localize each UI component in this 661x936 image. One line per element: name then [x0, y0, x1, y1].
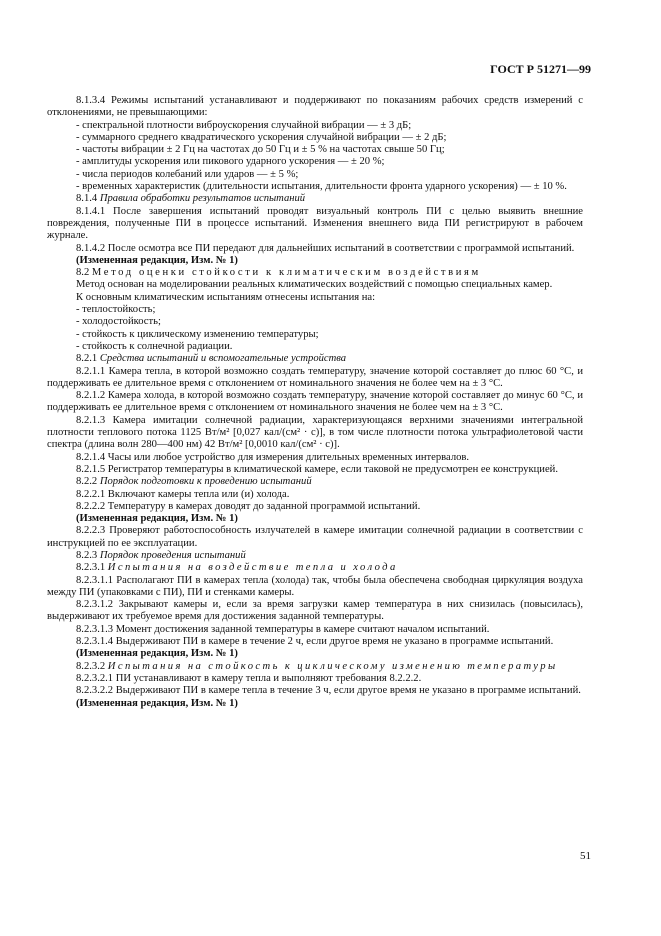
- list-item: - временных характеристик (длительности испытания, длительности фронта ударного ускорения) — ± 10 %.: [76, 181, 567, 193]
- list-item: - холодостойкость;: [76, 316, 161, 328]
- paragraph: Метод основан на моделировании реальных климатических воздействий с помощью специальных камер.: [76, 279, 553, 291]
- paragraph: 8.1.4.1 После завершения испытаний проводят визуальный контроль ПИ с целью выявить внешние повреждения, полученные ПИ в процессе испытаний. Изменения внешнего вида ПИ регистрируют в рабочем журнале.: [47, 205, 583, 242]
- list-item: - частоты вибрации ± 2 Гц на частотах до 50 Гц и ± 5 % на частотах свыше 50 Гц;: [76, 144, 445, 156]
- list-item: - стойкость к солнечной радиации.: [76, 340, 233, 352]
- section-number: 8.2.1: [76, 353, 98, 365]
- paragraph: 8.2.3.1.3 Момент достижения заданной температуры в камере считают началом испытаний.: [76, 623, 490, 635]
- paragraph: 8.2.2.3 Проверяют работоспособность излучателей в камере имитации солнечной радиации в соответствии с инструкцией по ее эксплуатации.: [47, 525, 583, 549]
- paragraph: 8.2.1.5 Регистратор температуры в климатической камере, если таковой не предусмотрен ее конструкцией.: [76, 463, 558, 475]
- list-item: - спектральной плотности виброускорения случайной вибрации — ± 3 дБ;: [76, 119, 412, 131]
- list-item: - теплостойкость;: [76, 304, 156, 316]
- paragraph: 8.2.2.1 Включают камеры тепла или (и) холода.: [76, 488, 290, 500]
- amendment-note: (Измененная редакция, Изм. № 1): [76, 697, 238, 709]
- amendment-note: (Измененная редакция, Изм. № 1): [76, 648, 238, 660]
- section-heading: [47, 476, 583, 488]
- section-title: Порядок проведения испытаний: [99, 549, 246, 561]
- section-title: Испытания на стойкость к циклическому изменению температуры: [107, 660, 558, 672]
- section-heading: [47, 550, 583, 562]
- section-heading: [47, 193, 583, 205]
- section-heading: [47, 353, 583, 365]
- paragraph: 8.2.3.1.2 Закрывают камеры и, если за время загрузки камер температура в них снизилась (повысилась), выдерживают их требуемое время для достижения заданной температуры.: [47, 599, 583, 623]
- section-heading: [47, 267, 583, 279]
- section-heading: [47, 661, 583, 673]
- paragraph: 8.1.3.4 Режимы испытаний устанавливают и поддерживают по показаниям рабочих средств измерений с отклонениями, не превышающими:: [47, 95, 583, 119]
- section-number: 8.2.3.1: [76, 562, 106, 574]
- section-heading: [47, 562, 583, 574]
- paragraph: 8.2.1.1 Камера тепла, в которой возможно создать температуру, значение которой составляет до плюс 60 °С, и поддерживать ее длительное время с отклонением от номинального значения не более чем на ± 3 °С.: [47, 365, 583, 389]
- paragraph: 8.2.3.1.1 Располагают ПИ в камерах тепла (холода) так, чтобы была обеспечена свободная циркуляция воздуха между ПИ (упаковками с ПИ), ПИ и стенками камеры.: [47, 574, 583, 598]
- amendment-note: (Измененная редакция, Изм. № 1): [76, 513, 238, 525]
- paragraph: 8.2.1.2 Камера холода, в которой возможно создать температуру, значение которой составляет до минус 60 °С, и поддерживать ее длительное время с отклонением от номинального значения не более чем на ± 3 °С.: [47, 390, 583, 414]
- section-title: Порядок подготовки к проведению испытаний: [99, 476, 312, 488]
- section-title: Правила обработки результатов испытаний: [99, 193, 306, 205]
- paragraph: 8.2.1.4 Часы или любое устройство для измерения длительных временных интервалов.: [76, 451, 470, 463]
- page-body: [47, 95, 583, 710]
- section-title: Метод оценки стойкости к климатическим воздействиям: [91, 267, 481, 279]
- document-header: ГОСТ Р 51271—99: [490, 62, 591, 76]
- paragraph: 8.2.1.3 Камера имитации солнечной радиации, характеризующаяся верхними значениями интегральной плотности теплового потока 1125 Вт/м² [0,027 кал/(см² · с)], в том числе плотности потока ультрафиолетовой части спектра (длина волн 280—400 нм) 42 Вт/м² [0,0010 кал/(см² · с)].: [47, 414, 583, 451]
- section-title: Испытания на воздействие тепла и холода: [107, 562, 398, 574]
- section-title: Средства испытаний и вспомогательные устройства: [99, 353, 347, 365]
- paragraph: 8.2.3.2.1 ПИ устанавливают в камеру тепла и выполняют требования 8.2.2.2.: [76, 672, 422, 684]
- paragraph: К основным климатическим испытаниям отнесены испытания на:: [76, 291, 376, 303]
- section-number: 8.2: [76, 267, 90, 279]
- list-item: - стойкость к циклическому изменению температуры;: [76, 328, 319, 340]
- amendment-note: (Измененная редакция, Изм. № 1): [76, 254, 238, 266]
- paragraph: 8.1.4.2 После осмотра все ПИ передают для дальнейших испытаний в соответствии с программой испытаний.: [76, 242, 575, 254]
- section-number: 8.2.3: [76, 549, 98, 561]
- paragraph: 8.2.3.1.4 Выдерживают ПИ в камере в течение 2 ч, если другое время не указано в программе испытаний.: [76, 636, 554, 648]
- section-number: 8.2.2: [76, 476, 98, 488]
- section-number: 8.2.3.2: [76, 660, 106, 672]
- page-number: 51: [580, 850, 591, 862]
- section-number: 8.1.4: [76, 193, 98, 205]
- paragraph: 8.2.3.2.2 Выдерживают ПИ в камере тепла в течение 3 ч, если другое время не указано в программе испытаний.: [76, 685, 581, 697]
- list-item: - числа периодов колебаний или ударов — ± 5 %;: [76, 168, 299, 180]
- list-item: - амплитуды ускорения или пикового ударного ускорения — ± 20 %;: [76, 156, 385, 168]
- paragraph: 8.2.2.2 Температуру в камерах доводят до заданной программой испытаний.: [76, 500, 421, 512]
- list-item: - суммарного среднего квадратического ускорения случайной вибрации — ± 2 дБ;: [76, 131, 447, 143]
